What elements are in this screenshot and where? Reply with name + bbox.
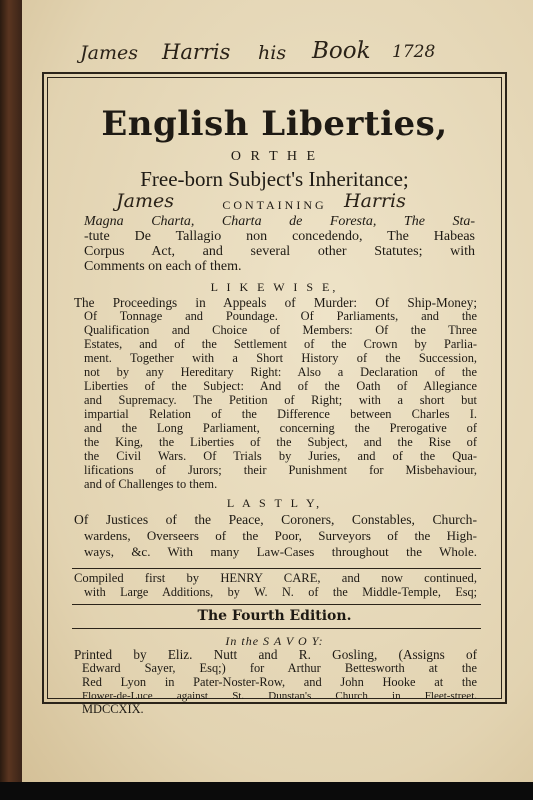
likewise-line: and Supremacy. The Petition of Right; with a short but [84, 393, 477, 407]
imprint-line: Red Lyon in Pater-Noster-Row, and John Hooke at the [82, 675, 477, 689]
title-page [22, 0, 533, 790]
imprint-date: MDCCXIX. [82, 702, 144, 716]
compiled-line: Compiled first by HENRY CARE, and now continued, [74, 571, 477, 585]
divider-rule [72, 628, 481, 629]
contents-line: -tute De Tallagio non concedendo, The Habeas [84, 229, 475, 244]
subtitle: Free-born Subject's Inheritance; [140, 167, 409, 191]
likewise-line: Liberties of the Subject: And of the Oath of Allegiance [84, 379, 477, 393]
likewise-line: impartial Relation of the Difference between Charles I. [84, 407, 477, 421]
signature-first-name: James [116, 190, 174, 212]
title-border [42, 72, 507, 716]
imprint-line: Edward Sayer, Esq;) for Arthur Bettesworth at the [82, 661, 477, 675]
likewise-line: not by any Hereditary Right: Also a Declaration of the [84, 365, 477, 379]
likewise-line: Qualification and Choice of Members: Of the Three [84, 323, 477, 337]
divider-rule [72, 568, 481, 569]
inscription-book: Book [312, 38, 371, 64]
main-title: English Liberties, [101, 104, 448, 144]
likewise-line: and of Challenges to them. [84, 477, 218, 491]
imprint-place: In the S A V O Y: [225, 634, 324, 648]
contents-line: Comments on each of them. [84, 259, 242, 274]
lastly-line: ways, &c. With many Law-Cases throughout the Whole. [84, 544, 477, 559]
edition-statement: The Fourth Edition. [197, 608, 352, 624]
likewise-line: and the Long Parliament, concerning the Prerogative of [84, 421, 477, 435]
compiled-line: with Large Additions, by W. N. of the Middle-Temple, Esq; [84, 585, 477, 599]
contents-line: Magna Charta, Charta de Foresta, The Sta- [84, 214, 475, 229]
inscription-first-name: James [80, 42, 138, 64]
inscription-year: 1728 [392, 42, 436, 62]
lastly-heading: L A S T L Y, [226, 496, 323, 510]
likewise-line: lifications of Jurors; their Punishment for Misbehaviour, [84, 463, 477, 477]
likewise-line: the Civil Wars. Of Trials by Juries, and of the Qua- [84, 449, 477, 463]
likewise-line: Estates, and of the Settlement of the Crown by Parlia- [84, 337, 477, 351]
likewise-line: the King, the Liberties of the Subject, and the Rise of [84, 435, 477, 449]
lastly-line: wardens, Overseers of the Poor, Surveyors of the High- [84, 528, 477, 543]
likewise-line: Of Tonnage and Poundage. Of Parliaments, and the [84, 309, 477, 323]
inscription-his: his [258, 42, 287, 64]
lastly-line: Of Justices of the Peace, Coroners, Constables, Church- [74, 512, 477, 527]
inscription-last-name: Harris [162, 40, 231, 64]
imprint-line: Flower-de-Luce against St. Dunstan's Church in Fleet-street. [82, 690, 477, 702]
contents-line: Corpus Act, and several other Statutes; with [84, 244, 475, 259]
scan-bottom-edge [0, 782, 533, 800]
likewise-heading: L I K E W I S E, [210, 280, 339, 294]
likewise-line: ment. Together with a Short History of the Succession, [84, 351, 477, 365]
containing-heading: CONTAINING [222, 198, 327, 212]
book-binding [0, 0, 22, 800]
signature-last-name: Harris [344, 190, 406, 212]
imprint-line: Printed by Eliz. Nutt and R. Gosling, (Assigns of [74, 647, 477, 662]
title-or-the: O R T H E [230, 149, 319, 164]
divider-rule [72, 604, 481, 605]
likewise-line: The Proceedings in Appeals of Murder: Of Ship-Money; [74, 295, 477, 310]
